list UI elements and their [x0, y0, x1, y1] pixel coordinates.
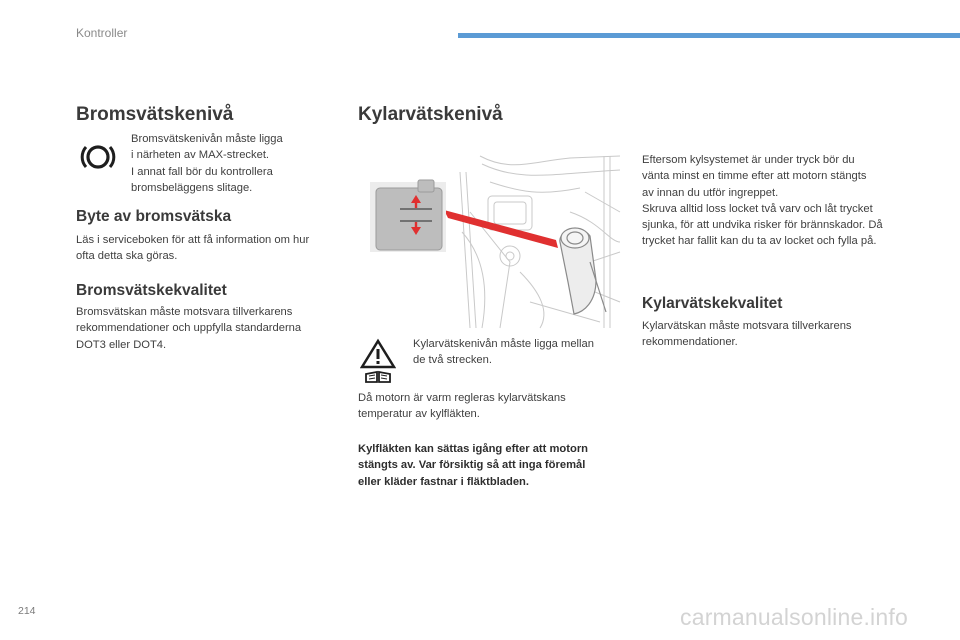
- text-line: Skruva alltid loss locket två varv och låt trycket: [642, 202, 873, 215]
- text-line: sjunka, för att undvika risker för brännskador. Då: [642, 219, 883, 232]
- text-line: bromsbeläggens slitage.: [131, 181, 253, 194]
- brake-fluid-change-title: Byte av bromsvätska: [76, 208, 232, 225]
- coolant-warm-text: [358, 390, 566, 423]
- pressure-warning-text: [642, 152, 883, 250]
- text-line: Bromsvätskan måste motsvara tillverkarens: [76, 306, 293, 318]
- text-line: ofta detta ska göras.: [76, 250, 178, 263]
- text-line: Kylfläkten kan sättas igång efter att motorn: [358, 443, 589, 455]
- text-line: Bromsvätskenivån måste ligga: [131, 133, 283, 145]
- brake-fluid-quality-title: Bromsvätskekvalitet: [76, 282, 227, 299]
- text-line: eller kläder fastnar i fläktbladen.: [358, 475, 529, 488]
- section-header: Kontroller: [76, 26, 128, 40]
- coolant-level-title: Kylarvätskenivå: [358, 104, 503, 125]
- brake-fluid-level-title: Bromsvätskenivå: [76, 104, 234, 125]
- brake-fluid-quality-text: [76, 304, 301, 353]
- text-line: Eftersom kylsystemet är under tryck bör du: [642, 154, 855, 166]
- text-line: I annat fall bör du kontrollera: [131, 165, 273, 178]
- text-line: stängts av. Var försiktig så att inga föremål: [358, 459, 586, 472]
- text-line: Läs i serviceboken för att få information om hur: [76, 234, 310, 246]
- hazard-manual-icon: [360, 338, 396, 384]
- text-line: DOT3 eller DOT4.: [76, 338, 167, 351]
- text-line: av innan du utför ingreppet.: [642, 186, 779, 199]
- page-number: 214: [18, 605, 36, 617]
- coolant-reservoir-illustration: [370, 152, 622, 332]
- coolant-note-text: [413, 336, 594, 369]
- text-line: Då motorn är varm regleras kylarvätskans: [358, 392, 566, 404]
- brake-warning-icon: [78, 140, 118, 174]
- header-accent-bar: [458, 33, 960, 38]
- brake-fluid-change-text: [76, 232, 309, 265]
- watermark: carmanualsonline.info: [680, 604, 908, 630]
- text-line: Kylarvätskan måste motsvara tillverkarens: [642, 320, 852, 332]
- text-line: vänta minst en timme efter att motorn stängts: [642, 170, 867, 183]
- brake-fluid-level-text: [131, 131, 283, 196]
- text-line: trycket har fallit kan du ta av locket och fylla på.: [642, 235, 877, 248]
- text-line: temperatur av kylfläkten.: [358, 408, 480, 421]
- text-line: Kylarvätskenivån måste ligga mellan: [413, 338, 594, 350]
- text-line: rekommendationer och uppfylla standarderna: [76, 322, 302, 335]
- coolant-quality-text: [642, 318, 852, 351]
- coolant-quality-title: Kylarvätskekvalitet: [642, 295, 783, 312]
- fan-warning-text: [358, 441, 588, 490]
- text-line: rekommendationer.: [642, 336, 738, 349]
- text-line: de två strecken.: [413, 354, 492, 367]
- text-line: i närheten av MAX-strecket.: [131, 149, 270, 162]
